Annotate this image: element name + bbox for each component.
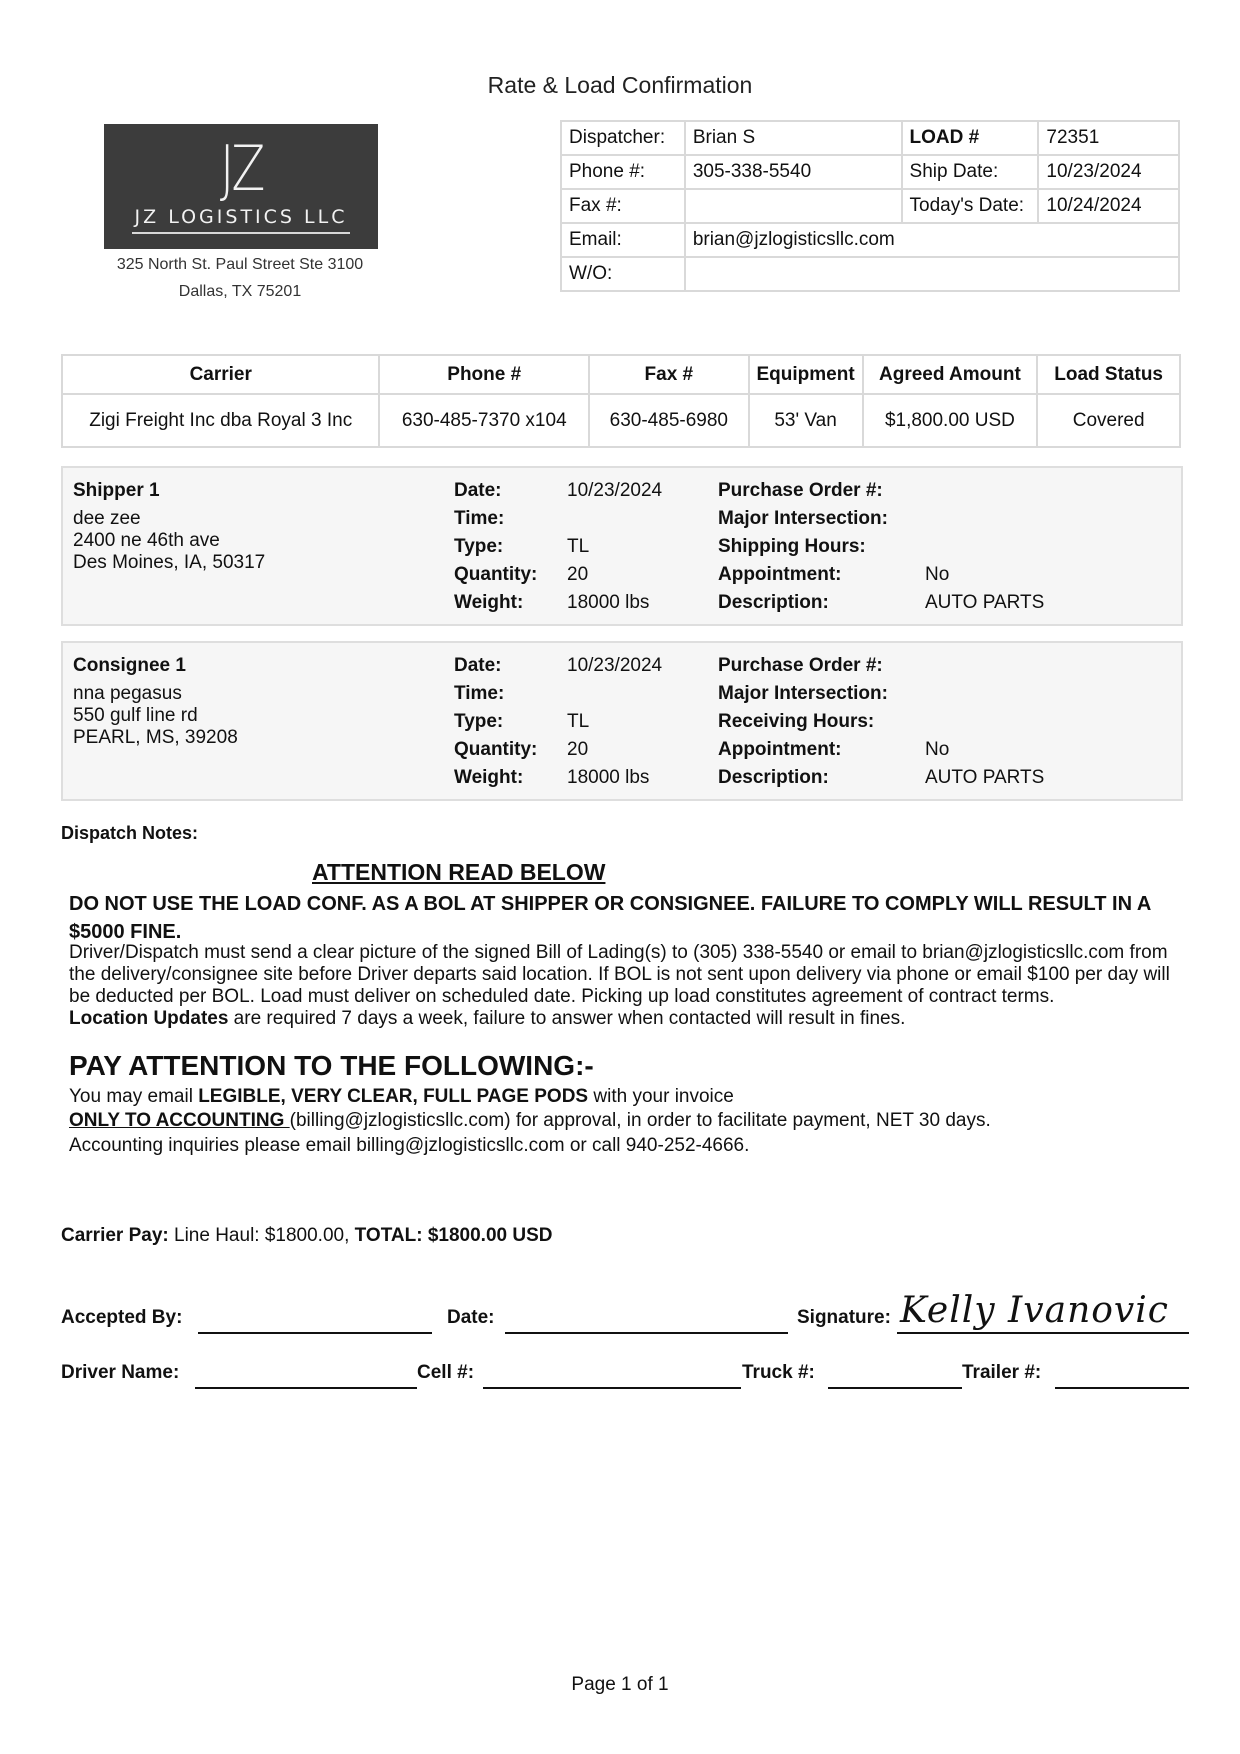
signature-text: Kelly Ivanovic bbox=[900, 1290, 1169, 1331]
logo-rule bbox=[132, 232, 350, 234]
accounting-text: (billing@jzlogisticsllc.com) for approval, in order to facilitate payment, NET 30 days. bbox=[289, 1110, 991, 1131]
carrier-pay-line-haul: Line Haul: $1800.00, bbox=[168, 1225, 355, 1246]
shipper-intersection-label: Major Intersection: bbox=[718, 508, 888, 529]
pod-email-line bbox=[69, 1086, 734, 1108]
shipper-appointment-label: Appointment: bbox=[718, 564, 842, 585]
header-equipment: Equipment bbox=[749, 355, 863, 394]
carrier-table-header bbox=[62, 355, 1180, 394]
accepted-by-label: Accepted By: bbox=[61, 1307, 183, 1328]
header-fax: Fax # bbox=[589, 355, 749, 394]
email-value: brian@jzlogisticsllc.com bbox=[685, 223, 1179, 257]
consignee-weight: 18000 lbs bbox=[567, 767, 650, 788]
header-load-status: Load Status bbox=[1037, 355, 1180, 394]
todays-date-label: Today's Date: bbox=[902, 189, 1039, 223]
carrier-pay-total: TOTAL: $1800.00 USD bbox=[354, 1225, 553, 1246]
company-address-line1: 325 North St. Paul Street Ste 3100 bbox=[116, 256, 364, 273]
consignee-appointment: No bbox=[925, 739, 950, 760]
carrier-pay-line bbox=[61, 1225, 552, 1247]
consignee-appointment-label: Appointment: bbox=[718, 739, 842, 760]
company-logo bbox=[104, 124, 378, 249]
accepted-by-field[interactable] bbox=[198, 1332, 432, 1334]
shipper-hours-label: Shipping Hours: bbox=[718, 536, 866, 557]
dispatch-notes-heading: Dispatch Notes: bbox=[61, 823, 199, 843]
dispatch-row bbox=[561, 257, 1179, 291]
dispatch-info-table bbox=[560, 120, 1180, 292]
cell-label: Cell #: bbox=[417, 1362, 475, 1383]
consignee-quantity: 20 bbox=[567, 739, 589, 760]
pod-email-pre: You may email bbox=[69, 1086, 199, 1107]
consignee-weight-label: Weight: bbox=[454, 767, 524, 788]
consignee-description: AUTO PARTS bbox=[925, 767, 1045, 788]
shipper-name: dee zee bbox=[73, 508, 141, 529]
consignee-quantity-label: Quantity: bbox=[454, 739, 538, 760]
accounting-inquiries: Accounting inquiries please email billing@jzlogisticsllc.com or call 940-252-4666. bbox=[69, 1135, 750, 1156]
header-carrier: Carrier bbox=[62, 355, 379, 394]
shipper-time-label: Time: bbox=[454, 508, 505, 529]
consignee-hours-label: Receiving Hours: bbox=[718, 711, 875, 732]
carrier-agreed-amount: $1,800.00 USD bbox=[863, 394, 1038, 447]
shipper-date-label: Date: bbox=[454, 480, 502, 501]
cell-field[interactable] bbox=[483, 1387, 741, 1389]
shipper-type: TL bbox=[567, 536, 590, 557]
load-number-value: 72351 bbox=[1038, 121, 1179, 155]
carrier-pay-label: Carrier Pay: bbox=[61, 1225, 169, 1246]
table-row bbox=[62, 394, 1180, 447]
shipper-date: 10/23/2024 bbox=[567, 480, 663, 501]
consignee-description-label: Description: bbox=[718, 767, 829, 788]
shipper-description: AUTO PARTS bbox=[925, 592, 1045, 613]
carrier-fax: 630-485-6980 bbox=[589, 394, 749, 447]
accounting-line bbox=[69, 1110, 991, 1132]
consignee-date: 10/23/2024 bbox=[567, 655, 663, 676]
pod-email-post: with your invoice bbox=[588, 1086, 734, 1107]
header-agreed-amount: Agreed Amount bbox=[863, 355, 1038, 394]
location-updates-label: Location Updates bbox=[69, 1008, 229, 1029]
carrier-table bbox=[61, 354, 1181, 448]
consignee-date-label: Date: bbox=[454, 655, 502, 676]
load-number-label: LOAD # bbox=[902, 121, 1039, 155]
date-field[interactable] bbox=[505, 1332, 788, 1334]
shipper-title: Shipper 1 bbox=[73, 480, 160, 501]
page-number: Page 1 of 1 bbox=[571, 1674, 669, 1695]
dispatch-row bbox=[561, 189, 1179, 223]
ship-date-label: Ship Date: bbox=[902, 155, 1039, 189]
date-label: Date: bbox=[447, 1307, 495, 1328]
driver-name-field[interactable] bbox=[195, 1387, 417, 1389]
carrier-equipment: 53' Van bbox=[749, 394, 863, 447]
logo-company-name: JZ LOGISTICS LLC bbox=[134, 206, 348, 228]
trailer-field[interactable] bbox=[1055, 1387, 1189, 1389]
fax-value bbox=[685, 189, 902, 223]
attention-heading: ATTENTION READ BELOW bbox=[312, 859, 606, 885]
phone-label: Phone #: bbox=[561, 155, 685, 189]
dispatcher-label: Dispatcher: bbox=[561, 121, 685, 155]
wo-value bbox=[685, 257, 1179, 291]
driver-name-label: Driver Name: bbox=[61, 1362, 180, 1383]
logo-mark: JZ bbox=[219, 132, 263, 205]
dispatch-row bbox=[561, 155, 1179, 189]
shipper-quantity: 20 bbox=[567, 564, 589, 585]
shipper-address2: Des Moines, IA, 50317 bbox=[73, 552, 266, 573]
carrier-load-status: Covered bbox=[1037, 394, 1180, 447]
shipper-quantity-label: Quantity: bbox=[454, 564, 538, 585]
consignee-address2: PEARL, MS, 39208 bbox=[73, 727, 238, 748]
email-label: Email: bbox=[561, 223, 685, 257]
consignee-time-label: Time: bbox=[454, 683, 505, 704]
fax-label: Fax #: bbox=[561, 189, 685, 223]
shipper-appointment: No bbox=[925, 564, 950, 585]
carrier-phone: 630-485-7370 x104 bbox=[379, 394, 589, 447]
shipper-description-label: Description: bbox=[718, 592, 829, 613]
consignee-intersection-label: Major Intersection: bbox=[718, 683, 888, 704]
shipper-weight: 18000 lbs bbox=[567, 592, 650, 613]
bol-instructions bbox=[69, 942, 1181, 1030]
pod-email-bold: LEGIBLE, VERY CLEAR, FULL PAGE PODS bbox=[198, 1086, 589, 1107]
dispatcher-value: Brian S bbox=[685, 121, 902, 155]
todays-date-value: 10/24/2024 bbox=[1038, 189, 1179, 223]
carrier-name: Zigi Freight Inc dba Royal 3 Inc bbox=[62, 394, 379, 447]
location-updates-text: are required 7 days a week, failure to answer when contacted will result in fines. bbox=[228, 1008, 906, 1029]
shipper-type-label: Type: bbox=[454, 536, 504, 557]
consignee-type: TL bbox=[567, 711, 590, 732]
shipper-box bbox=[61, 466, 1183, 626]
shipper-weight-label: Weight: bbox=[454, 592, 524, 613]
page-title: Rate & Load Confirmation bbox=[487, 72, 753, 98]
signature-label: Signature: bbox=[797, 1307, 891, 1328]
consignee-title: Consignee 1 bbox=[73, 655, 186, 676]
consignee-box bbox=[61, 641, 1183, 801]
consignee-address1: 550 gulf line rd bbox=[73, 705, 198, 726]
bol-paragraph: Driver/Dispatch must send a clear picture of the signed Bill of Lading(s) to (305) 338-5540 or email to brian@jzlogisticsllc.com from the delivery/consignee site before Driver departs said location. If BOL is not sent upon delivery via phone or email $100 per day will be deducted per BOL. Load must deliver on scheduled date. Picking up load constitutes agreement of contract terms. bbox=[69, 942, 1170, 1007]
company-address-line2: Dallas, TX 75201 bbox=[178, 283, 302, 300]
consignee-name: nna pegasus bbox=[73, 683, 182, 704]
signature-field[interactable] bbox=[897, 1332, 1189, 1334]
phone-value: 305-338-5540 bbox=[685, 155, 902, 189]
accounting-label: ONLY TO ACCOUNTING bbox=[69, 1110, 290, 1131]
shipper-po-label: Purchase Order #: bbox=[718, 480, 883, 501]
bol-warning: DO NOT USE THE LOAD CONF. AS A BOL AT SHIPPER OR CONSIGNEE. FAILURE TO COMPLY WILL RESULT IN A $5000 FINE. bbox=[69, 893, 1151, 943]
trailer-label: Trailer #: bbox=[962, 1362, 1042, 1383]
shipper-address1: 2400 ne 46th ave bbox=[73, 530, 220, 551]
wo-label: W/O: bbox=[561, 257, 685, 291]
consignee-type-label: Type: bbox=[454, 711, 504, 732]
pay-attention-heading: PAY ATTENTION TO THE FOLLOWING:- bbox=[69, 1050, 594, 1081]
header-phone: Phone # bbox=[379, 355, 589, 394]
truck-field[interactable] bbox=[828, 1387, 962, 1389]
consignee-po-label: Purchase Order #: bbox=[718, 655, 883, 676]
ship-date-value: 10/23/2024 bbox=[1038, 155, 1179, 189]
dispatch-row bbox=[561, 223, 1179, 257]
dispatch-row bbox=[561, 121, 1179, 155]
truck-label: Truck #: bbox=[742, 1362, 815, 1383]
